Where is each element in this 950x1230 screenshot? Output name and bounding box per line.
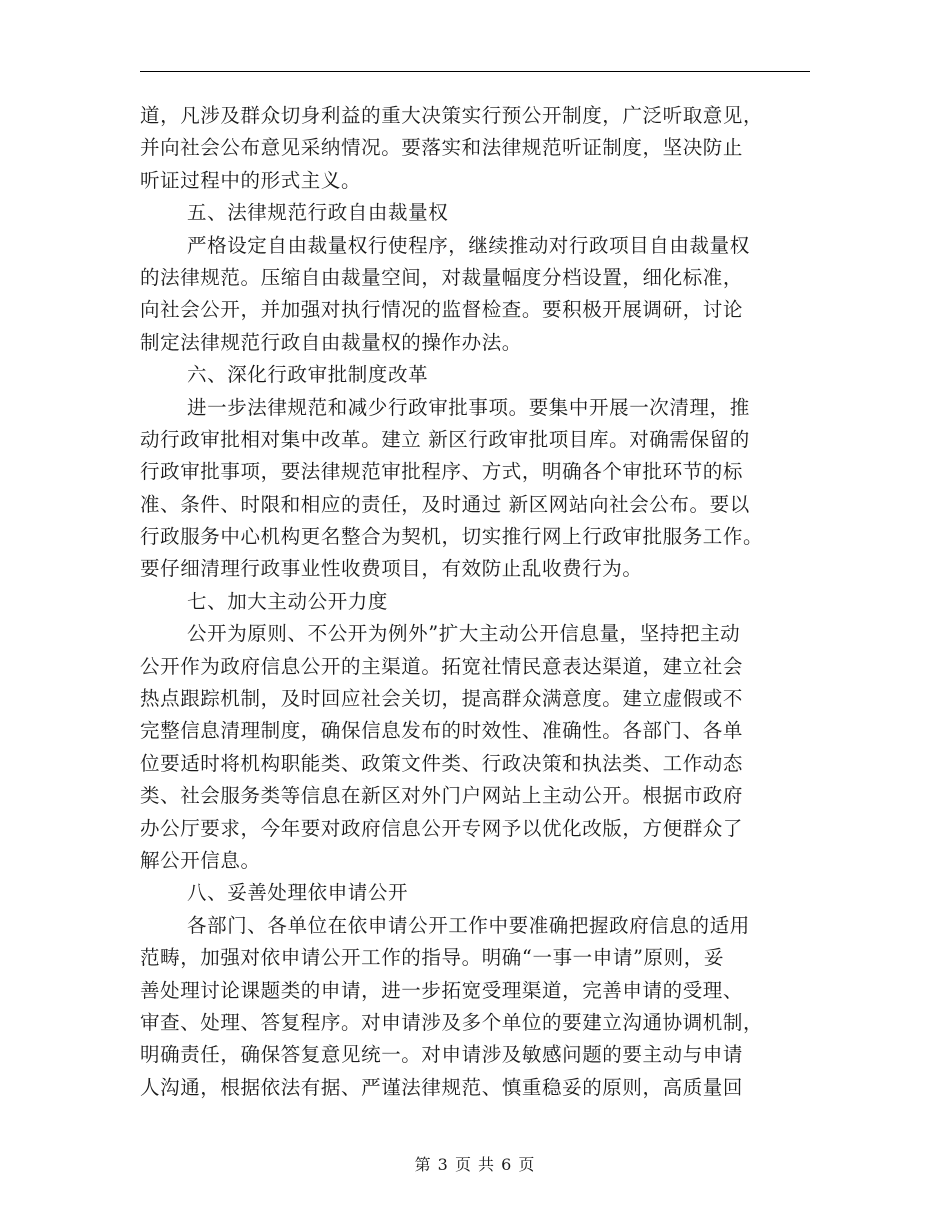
page-number-footer: 第 3 页 共 6 页: [414, 1155, 536, 1174]
header-rule: [140, 71, 810, 72]
text-line: 公开作为政府信息公开的主渠道。拓宽社情民意表达渠道，建立社会: [140, 654, 744, 678]
text-line: 八、妥善处理依申请公开: [187, 881, 409, 905]
text-line: 范畴，加强对依申请公开工作的指导。明确“一事一申请”原则，妥: [140, 946, 724, 970]
text-line: 审查、处理、答复程序。对申请涉及多个单位的要建立沟通协调机制，: [140, 1010, 764, 1034]
text-line: 向社会公开，并加强对执行情况的监督检查。要积极开展调研，讨论: [140, 298, 744, 322]
text-line: 六、深化行政审批制度改革: [187, 363, 429, 387]
text-line: 人沟通，根据依法有据、严谨法律规范、慎重稳妥的原则，高质量回: [140, 1075, 744, 1099]
text-line: 道，凡涉及群众切身利益的重大决策实行预公开制度，广泛听取意见，: [140, 104, 764, 127]
text-line: 听证过程中的形式主义。: [140, 168, 362, 192]
text-line: 各部门、各单位在依申请公开工作中要准确把握政府信息的适用: [187, 913, 750, 937]
text-line: 完整信息清理制度，确保信息发布的时效性、准确性。各部门、各单: [140, 719, 744, 743]
text-line: 并向社会公布意见采纳情况。要落实和法律规范听证制度，坚决防止: [140, 136, 744, 160]
text-line: 要仔细清理行政事业性收费项目，有效防止乱收费行为。: [140, 557, 643, 581]
text-line: 行政服务中心机构更名整合为契机，切实推行网上行政审批服务工作。: [140, 525, 764, 549]
text-line: 动行政审批相对集中改革。建立 新区行政审批项目库。对确需保留的: [140, 427, 750, 451]
text-line: 五、法律规范行政自由裁量权: [187, 201, 449, 225]
text-line: 类、社会服务类等信息在新区对外门户网站上主动公开。根据市政府: [140, 784, 744, 808]
text-line: 进一步法律规范和减少行政审批事项。要集中开展一次清理，推: [187, 395, 750, 419]
text-line: 行政审批事项，要法律规范审批程序、方式，明确各个审批环节的标: [140, 460, 744, 484]
text-line: 解公开信息。: [140, 848, 261, 872]
document-body: [140, 100, 810, 1104]
text-line: 公开为原则、不公开为例外”扩大主动公开信息量，坚持把主动: [187, 622, 741, 646]
text-line: 准、条件、时限和相应的责任，及时通过 新区网站向社会公布。要以: [140, 492, 750, 516]
text-line: 严格设定自由裁量权行使程序，继续推动对行政项目自由裁量权: [187, 233, 750, 257]
text-line: 热点跟踪机制，及时回应社会关切，提高群众满意度。建立虚假或不: [140, 687, 744, 711]
text-line: 善处理讨论课题类的申请，进一步拓宽受理渠道，完善申请的受理、: [140, 978, 744, 1002]
text-line: 办公厅要求，今年要对政府信息公开专网予以优化改版，方便群众了: [140, 816, 744, 840]
text-line: 七、加大主动公开力度: [187, 589, 389, 613]
text-line: 的法律规范。压缩自由裁量空间，对裁量幅度分档设置，细化标准，: [140, 265, 744, 289]
text-line: 制定法律规范行政自由裁量权的操作办法。: [140, 330, 522, 354]
text-line: 位要适时将机构职能类、政策文件类、行政决策和执法类、工作动态: [140, 751, 744, 775]
text-line: 明确责任，确保答复意见统一。对申请涉及敏感问题的要主动与申请: [140, 1043, 744, 1067]
